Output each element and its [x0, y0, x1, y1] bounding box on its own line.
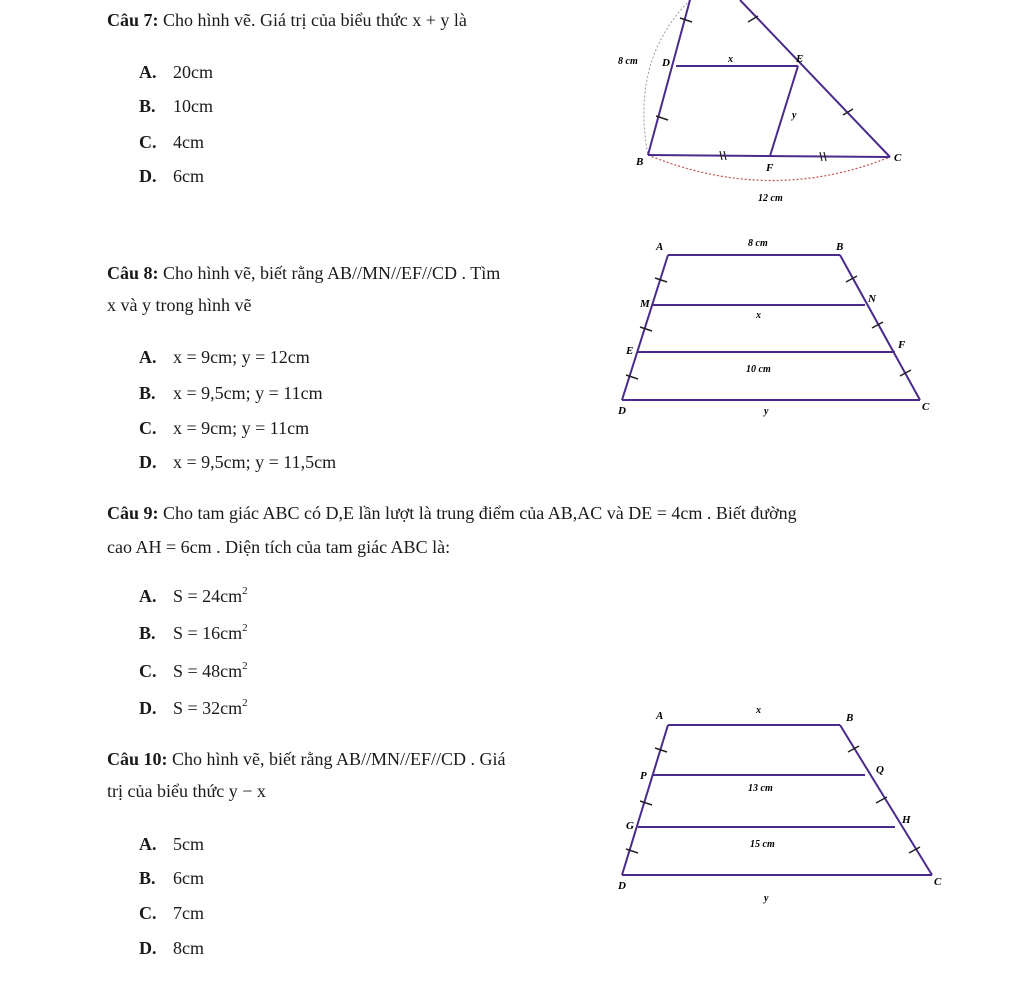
q8-side-bc: [840, 255, 920, 400]
q10-label-15cm: 15 cm: [750, 839, 775, 850]
q7-option-text: 20cm: [173, 62, 213, 82]
q10-text-line1: Cho hình vẽ, biết rằng AB//MN//EF//CD . Giá: [172, 749, 506, 769]
q9-option-sup: 2: [242, 585, 248, 597]
q7-option-text: 10cm: [173, 96, 213, 116]
q8-point-n: N: [868, 293, 876, 305]
q9-stem-line2: cao AH = 6cm . Diện tích của tam giác ABC là:: [107, 537, 451, 557]
q8-point-a: A: [656, 241, 664, 253]
q10-side-ad: [622, 725, 668, 875]
q10-option-key: C.: [139, 903, 157, 923]
q10-option-c[interactable]: [139, 903, 204, 924]
q10-option-text: 6cm: [173, 868, 204, 888]
q7-option-c[interactable]: [139, 132, 204, 153]
q10-point-a: A: [656, 710, 664, 722]
q8-option-d[interactable]: [139, 452, 336, 473]
q10-point-b: B: [846, 712, 854, 724]
q10-point-p: P: [640, 770, 647, 782]
q7-option-b[interactable]: [139, 96, 213, 117]
q7-point-c: C: [894, 152, 902, 164]
q9-option-text: S = 48cm: [173, 661, 243, 681]
q8-label-8cm: 8 cm: [748, 238, 768, 249]
q8-label-10cm: 10 cm: [746, 364, 771, 375]
q9-option-key: A.: [139, 586, 157, 606]
q8-option-c[interactable]: [139, 418, 309, 439]
q7-tick: [680, 18, 692, 22]
q10-stem-line2: trị của biểu thức y − x: [107, 781, 266, 801]
q9-option-sup: 2: [242, 660, 248, 672]
q7-option-d[interactable]: [139, 166, 204, 187]
q10-option-text: 8cm: [173, 938, 204, 958]
q9-option-key: C.: [139, 661, 157, 681]
q8-option-key: A.: [139, 347, 157, 367]
q7-side-ab: [648, 0, 690, 155]
q7-option-key: C.: [139, 132, 157, 152]
q8-side-ad: [622, 255, 668, 400]
q8-stem-line1: [107, 263, 500, 284]
q8-option-text: x = 9,5cm; y = 11,5cm: [173, 452, 337, 472]
q8-point-c: C: [922, 401, 930, 413]
q7-option-key: B.: [139, 96, 156, 116]
q10-point-d: D: [618, 880, 626, 892]
q10-option-b[interactable]: [139, 868, 204, 889]
q10-stem-line1: [107, 749, 506, 770]
q8-option-key: C.: [139, 418, 157, 438]
q8-option-key: D.: [139, 452, 157, 472]
q10-option-key: D.: [139, 938, 157, 958]
q9-label: Câu 9:: [107, 503, 159, 523]
q9-stem-line1: [107, 503, 797, 524]
q8-tick: [626, 375, 638, 379]
q7-label-8cm: 8 cm: [618, 56, 638, 67]
q7-option-key: A.: [139, 62, 157, 82]
q8-option-a[interactable]: [139, 347, 310, 368]
q9-option-sup: 2: [242, 697, 248, 709]
q10-figure: [600, 695, 940, 915]
q8-option-text: x = 9,5cm; y = 11cm: [173, 383, 323, 403]
q9-option-key: B.: [139, 623, 156, 643]
q9-option-a[interactable]: [139, 585, 248, 607]
q8-point-f: F: [898, 339, 906, 351]
q7-point-b: B: [636, 156, 644, 168]
q7-option-a[interactable]: [139, 62, 213, 83]
q10-label-y: y: [764, 893, 769, 904]
q8-point-b: B: [836, 241, 844, 253]
q9-option-text: S = 32cm: [173, 698, 243, 718]
q8-label: Câu 8:: [107, 263, 159, 283]
q8-label-y: y: [764, 406, 769, 417]
q7-label-x: x: [728, 54, 733, 65]
q8-option-key: B.: [139, 383, 156, 403]
q7-point-d: D: [662, 57, 670, 69]
q7-tick: [748, 16, 758, 22]
q8-label-x: x: [756, 310, 761, 321]
q9-option-c[interactable]: [139, 660, 248, 682]
q9-option-b[interactable]: [139, 622, 248, 644]
q8-option-b[interactable]: [139, 383, 323, 404]
q10-option-a[interactable]: [139, 834, 204, 855]
q9-option-sup: 2: [242, 622, 248, 634]
q10-option-d[interactable]: [139, 938, 204, 959]
q7-option-key: D.: [139, 166, 157, 186]
q10-point-q: Q: [876, 764, 884, 776]
q10-label: Câu 10:: [107, 749, 168, 769]
q7-stem: [107, 10, 467, 31]
q8-option-text: x = 9cm; y = 12cm: [173, 347, 310, 367]
q10-option-key: A.: [139, 834, 157, 854]
q8-text-line1: Cho hình vẽ, biết rằng AB//MN//EF//CD . Tìm: [163, 263, 501, 283]
q10-point-c: C: [934, 876, 942, 888]
q10-side-bc: [840, 725, 932, 875]
q9-option-text: S = 16cm: [173, 623, 243, 643]
q9-option-d[interactable]: [139, 697, 248, 719]
q10-point-h: H: [902, 814, 911, 826]
q10-label-x: x: [756, 705, 761, 716]
q7-label-y: y: [792, 110, 797, 121]
q10-label-13cm: 13 cm: [748, 783, 773, 794]
q7-label-12cm: 12 cm: [758, 193, 783, 204]
q10-point-g: G: [626, 820, 634, 832]
q7-point-f: F: [766, 162, 774, 174]
q7-option-text: 4cm: [173, 132, 204, 152]
q9-text-line1: Cho tam giác ABC có D,E lần lượt là trung điểm của AB,AC và DE = 4cm . Biết đường: [163, 503, 797, 523]
q10-option-text: 7cm: [173, 903, 204, 923]
q7-side-bc: [648, 155, 890, 157]
q7-option-text: 6cm: [173, 166, 204, 186]
q8-point-m: M: [640, 298, 650, 310]
q10-tick: [626, 849, 638, 853]
q7-label: Câu 7:: [107, 10, 159, 30]
q9-option-text: S = 24cm: [173, 586, 243, 606]
q9-option-key: D.: [139, 698, 157, 718]
q8-option-text: x = 9cm; y = 11cm: [173, 418, 310, 438]
q7-figure: [600, 0, 920, 215]
q10-option-key: B.: [139, 868, 156, 888]
q10-tick: [640, 801, 652, 805]
q10-option-text: 5cm: [173, 834, 204, 854]
q8-figure: [600, 230, 940, 440]
q7-text: Cho hình vẽ. Giá trị của biểu thức x + y là: [163, 10, 467, 30]
q7-side-ac: [740, 0, 890, 157]
q7-point-e: E: [796, 53, 804, 65]
q8-point-e: E: [626, 345, 634, 357]
q8-point-d: D: [618, 405, 626, 417]
q8-stem-line2: x và y trong hình vẽ: [107, 295, 252, 315]
